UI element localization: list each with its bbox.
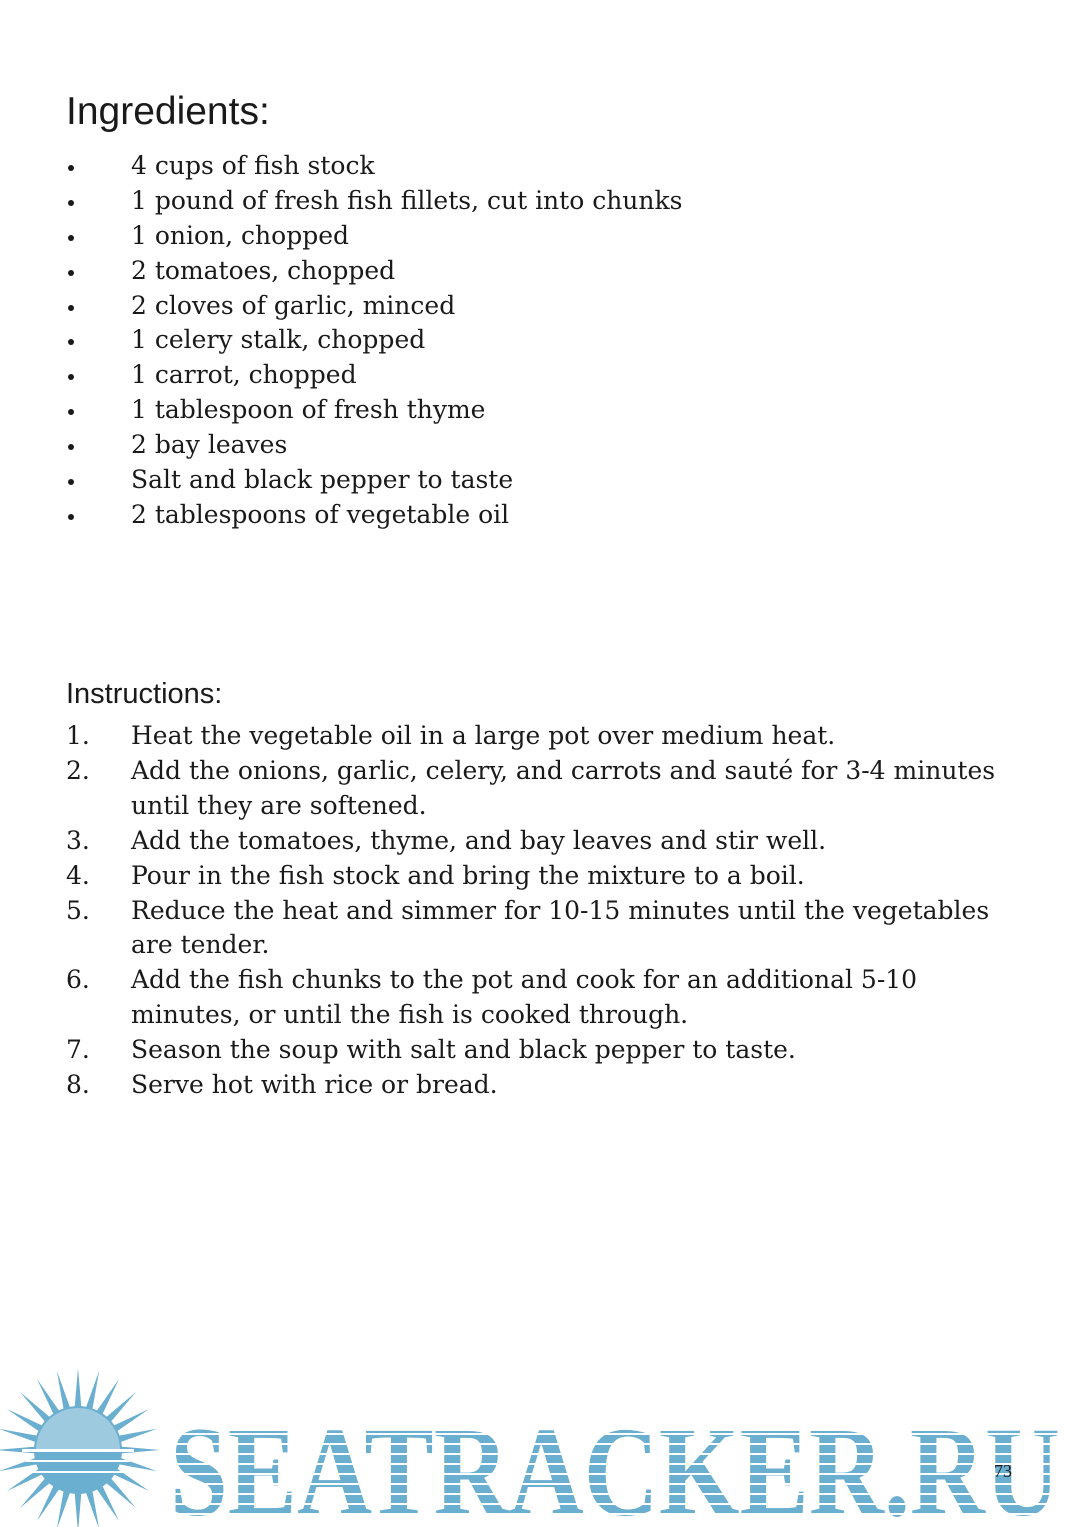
list-item [66, 393, 683, 428]
bullet-icon [68, 305, 74, 311]
ingredients-list [66, 149, 683, 533]
list-item [66, 219, 683, 254]
list-item [66, 463, 683, 498]
sun-ray [57, 1488, 71, 1527]
logo-wordmark: SEATRACKER.RU [170, 1401, 1060, 1527]
step-text: Reduce the heat and simmer for 10-15 minutes until the vegetables are tender. [131, 895, 990, 960]
step-text: Add the tomatoes, thyme, and bay leaves and stir well. [131, 825, 827, 855]
list-item [66, 289, 683, 324]
step-number: 3. [66, 825, 90, 855]
list-item [66, 859, 1026, 894]
list-item [66, 149, 683, 184]
step-text: Add the onions, garlic, celery, and carrots and sauté for 3-4 minutes until they are softened. [131, 755, 996, 820]
step-text: Heat the vegetable oil in a large pot over medium heat. [131, 721, 836, 750]
step-number: 7. [66, 1035, 90, 1065]
step-text: Season the soup with salt and black pepper to taste. [131, 1035, 796, 1065]
bullet-icon [68, 200, 74, 206]
bullet-icon [68, 339, 74, 345]
list-item [66, 894, 1026, 964]
ingredient-text: 4 cups of fish stock [131, 151, 375, 180]
ingredient-text: 1 onion, chopped [131, 220, 350, 250]
list-item [66, 963, 1026, 1033]
step-number: 1. [66, 721, 90, 750]
bullet-icon [68, 235, 74, 241]
instructions-list [66, 719, 1026, 1103]
list-item [66, 1068, 1026, 1103]
ingredient-text: 2 cloves of garlic, minced [131, 290, 456, 320]
list-item [66, 498, 683, 533]
bullet-icon [68, 514, 74, 520]
sun-ray [57, 1371, 71, 1413]
list-item [66, 358, 683, 393]
sun-ray [85, 1371, 99, 1413]
instructions-heading: Instructions: [66, 678, 223, 710]
sun-icon [0, 1368, 160, 1527]
list-item [66, 254, 683, 289]
step-text: Pour in the fish stock and bring the mixture to a boil. [131, 860, 805, 890]
list-item [66, 719, 1026, 754]
list-item [66, 184, 683, 219]
bullet-icon [68, 374, 74, 380]
ingredient-text: 1 tablespoon of fresh thyme [131, 395, 486, 425]
sun-ray [74, 1490, 81, 1527]
bullet-icon [68, 479, 74, 485]
ingredient-text: Salt and black pepper to taste [131, 465, 514, 495]
ingredients-heading: Ingredients: [66, 90, 270, 133]
bullet-icon [68, 270, 74, 276]
step-number: 6. [66, 965, 90, 995]
page-number: 73 [994, 1461, 1012, 1481]
ingredient-text: 1 celery stalk, chopped [131, 325, 426, 355]
list-item [66, 754, 1026, 824]
ingredient-text: 2 tomatoes, chopped [131, 255, 396, 285]
list-item [66, 323, 683, 358]
step-text: Serve hot with rice or bread. [131, 1070, 498, 1100]
bullet-icon [68, 444, 74, 450]
ingredient-text: 2 tablespoons of vegetable oil [131, 499, 510, 529]
sun-ray [0, 1457, 40, 1471]
bullet-icon [68, 165, 74, 171]
sun-ray [116, 1457, 158, 1471]
sun-ray [85, 1488, 99, 1527]
bullet-icon [68, 409, 74, 415]
step-text: Add the fish chunks to the pot and cook for an additional 5-10 minutes, or until the fish is cooked through. [131, 965, 918, 1030]
sun-ray [116, 1429, 158, 1443]
list-item [66, 428, 683, 463]
sun-ray [74, 1368, 81, 1410]
watermark-logo [0, 1365, 1080, 1527]
list-item [66, 824, 1026, 859]
step-number: 8. [66, 1070, 90, 1100]
ingredient-text: 2 bay leaves [131, 430, 288, 460]
list-item [66, 1033, 1026, 1068]
step-number: 5. [66, 895, 90, 925]
ingredient-text: 1 carrot, chopped [131, 360, 357, 390]
sun-ray [0, 1429, 40, 1443]
ingredient-text: 1 pound of fresh fish fillets, cut into chunks [131, 185, 683, 215]
step-number: 4. [66, 860, 90, 890]
step-number: 2. [66, 755, 90, 785]
